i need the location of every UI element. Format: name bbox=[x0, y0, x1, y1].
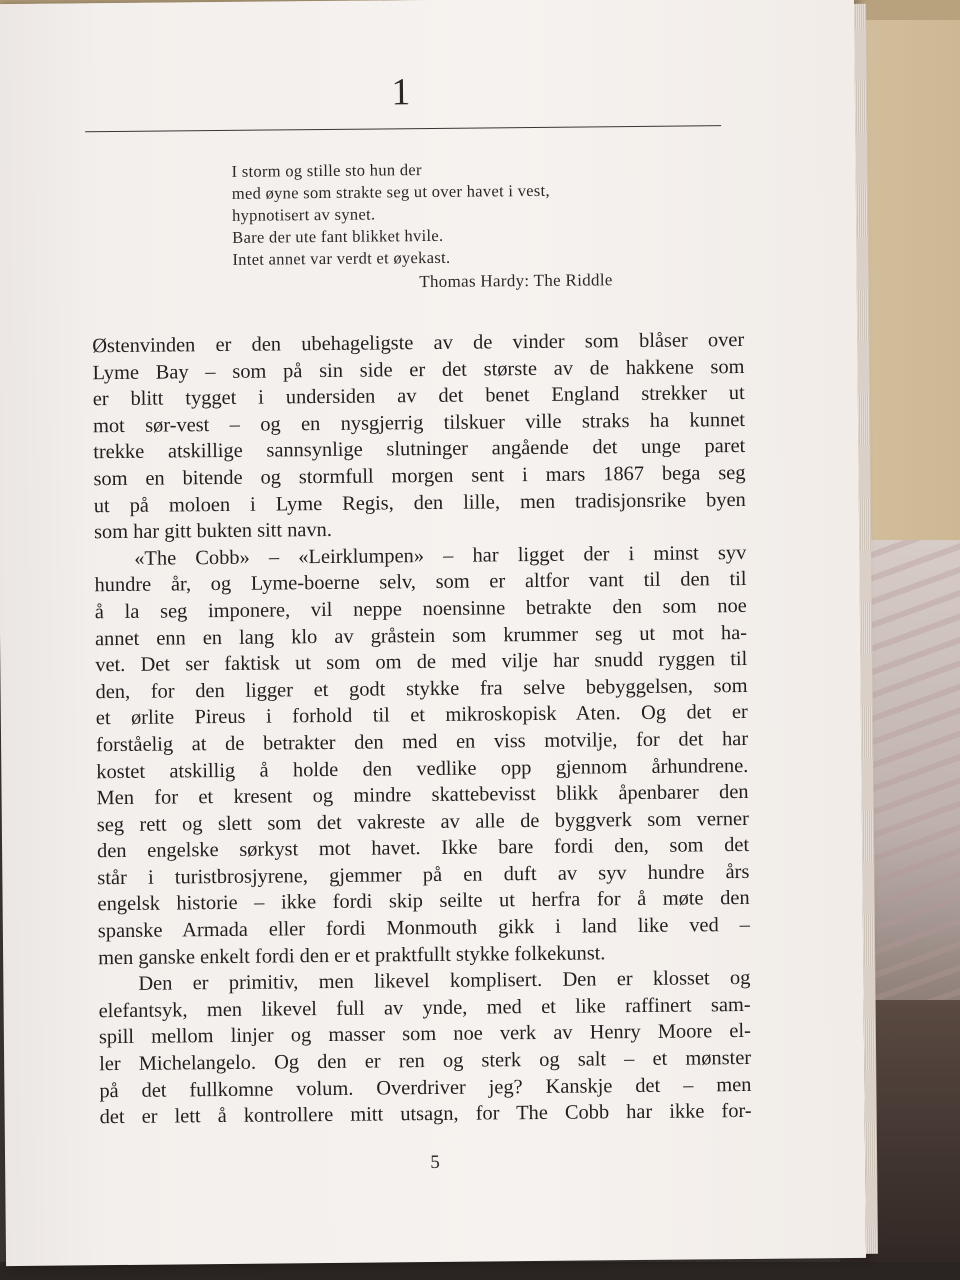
body-line: det er lett å kontrollere mitt utsagn, for The Cobb har ikke for- bbox=[99, 1100, 752, 1129]
body-line: spanske Armada eller fordi Monmouth gikk i land like ved – bbox=[97, 914, 750, 943]
body-line: Lyme Bay – som på sin side er det største av de hakkene som bbox=[92, 355, 745, 384]
body-line: annet enn en lang klo av gråstein som krummer seg ut mot ha- bbox=[94, 621, 748, 650]
body-line: Østenvinden er den ubehageligste av de vinder som blåser over bbox=[92, 328, 745, 358]
body-line: er blitt tygget i undersiden av det benet England strekker ut bbox=[92, 382, 745, 411]
body-line: trekke atskillige sannsynlige slutninger angående det unge paret bbox=[93, 435, 746, 464]
body-text bbox=[92, 327, 752, 1131]
chapter-number: 1 bbox=[391, 71, 411, 114]
body-line: men ganske enkelt fordi den er et praktfullt stykke folkekunst. bbox=[98, 941, 606, 969]
body-line: «The Cobb» – «Leirklumpen» – har ligget der i minst syv bbox=[134, 541, 747, 570]
body-line: Men for et kresent og mindre skattebevisst blikk åpenbarer den bbox=[96, 781, 749, 810]
page-number: 5 bbox=[430, 1151, 440, 1174]
body-line: å la seg imponere, vil neppe noensinne betrakte den som noe bbox=[94, 594, 747, 624]
epigraph-line: Intet annet var verdt et øyekast. bbox=[232, 247, 451, 269]
body-line: et ørlite Pireus i forhold til et mikroskopisk Aten. Og det er bbox=[95, 701, 748, 730]
epigraph-line: Bare der ute fant blikket hvile. bbox=[232, 225, 444, 247]
body-line: engelsk historie – ikke fordi skip seilte ut herfra for å møte den bbox=[97, 887, 750, 916]
body-line: ut på moloen i Lyme Regis, den lille, men tradisjonsrike byen bbox=[93, 488, 746, 517]
body-line: elefantsyk, men likevel full av ynde, med et like raffinert sam- bbox=[98, 993, 751, 1023]
body-line: står i turistbrosjyrene, gjemmer på en duft av syv hundre års bbox=[97, 860, 750, 890]
body-line: som en bitende og stormfull morgen sent i mars 1867 bega seg bbox=[93, 461, 746, 491]
epigraph-line: I storm og stille sto hun der bbox=[231, 160, 422, 181]
body-line: hundre år, og Lyme-boerne selv, som er altfor vant til den til bbox=[94, 568, 747, 597]
epigraph-attribution: Thomas Hardy: The Riddle bbox=[419, 270, 613, 292]
epigraph-line: med øyne som strakte seg ut over havet i vest, bbox=[231, 180, 550, 203]
body-line: den, for den ligger et godt stykke fra selve bebyggelsen, som bbox=[95, 674, 748, 703]
body-line: Den er primitiv, men likevel komplisert. Den er klosset og bbox=[138, 967, 751, 996]
body-line: på det fullkomne volum. Overdriver jeg? Kanskje det – men bbox=[99, 1073, 752, 1102]
body-line: ler Michelangelo. Og den er ren og sterk og salt – et mønster bbox=[99, 1046, 752, 1076]
body-line: kostet atskillig å holde den vedlike opp gjennom århundrene. bbox=[96, 754, 749, 783]
body-line: seg rett og slett som det vakreste av alle de byggverk som verner bbox=[96, 807, 749, 836]
chapter-rule bbox=[85, 125, 721, 132]
body-line: spill mellom linjer og masser som noe verk av Henry Moore el- bbox=[98, 1020, 751, 1049]
epigraph-line: hypnotisert av synet. bbox=[231, 204, 376, 225]
body-line: den engelske sørkyst mot havet. Ikke bare fordi den, som det bbox=[97, 834, 750, 863]
body-line: som har gitt bukten sitt navn. bbox=[93, 519, 333, 544]
body-line: mot sør-vest – og en nysgjerrig tilskuer ville straks ha kunnet bbox=[92, 408, 746, 438]
body-line: vet. Det ser faktisk ut som om de med vilje har snudd ryggen til bbox=[95, 648, 748, 677]
body-line: forståelig at de betrakter den med en viss motvilje, for det har bbox=[95, 727, 749, 757]
epigraph bbox=[231, 157, 632, 271]
